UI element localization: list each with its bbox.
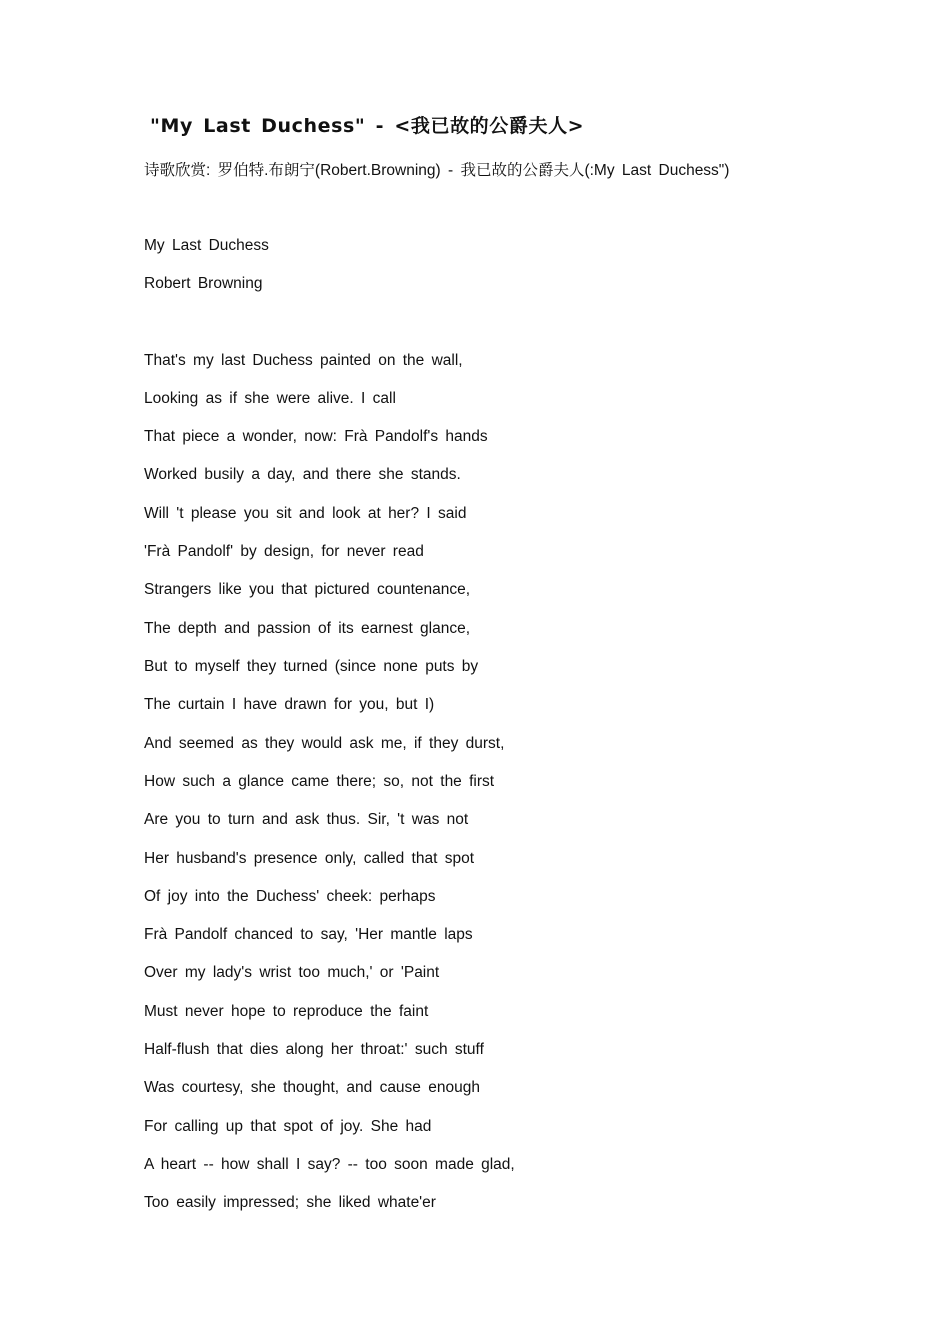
poem-line: A heart -- how shall I say? -- too soon made glad, <box>144 1156 515 1173</box>
poem-line: Over my lady's wrist too much,' or 'Paint <box>144 964 440 981</box>
poem-line: Looking as if she were alive. I call <box>144 390 396 407</box>
poem-author: Robert Browning <box>144 275 263 292</box>
poem-line: The depth and passion of its earnest glance, <box>144 620 471 637</box>
document-title: "My Last Duchess" - <我已故的公爵夫人> <box>150 115 585 137</box>
poem-line: And seemed as they would ask me, if they durst, <box>144 735 505 752</box>
poem-line: How such a glance came there; so, not the first <box>144 773 495 790</box>
poem-line: That piece a wonder, now: Frà Pandolf's hands <box>144 428 488 445</box>
poem-line: But to myself they turned (since none puts by <box>144 658 479 675</box>
poem-line: Half-flush that dies along her throat:' such stuff <box>144 1041 484 1058</box>
poem-line: Worked busily a day, and there she stands. <box>144 466 461 483</box>
poem-line: Will 't please you sit and look at her? I said <box>144 505 467 522</box>
poem-title: My Last Duchess <box>144 237 269 254</box>
poem-line: Her husband's presence only, called that spot <box>144 850 474 867</box>
poem-line: That's my last Duchess painted on the wall, <box>144 352 463 369</box>
document-subtitle: 诗歌欣赏: 罗伯特.布朗宁(Robert.Browning) - 我已故的公爵夫人(:My Last Duchess") <box>144 162 730 179</box>
poem-line: Strangers like you that pictured countenance, <box>144 581 471 598</box>
poem-line: The curtain I have drawn for you, but I) <box>144 696 435 713</box>
poem-line: Too easily impressed; she liked whate'er <box>144 1194 436 1211</box>
poem-line: Must never hope to reproduce the faint <box>144 1003 429 1020</box>
poem-line: Of joy into the Duchess' cheek: perhaps <box>144 888 436 905</box>
poem-line: For calling up that spot of joy. She had <box>144 1118 432 1135</box>
poem-line: Frà Pandolf chanced to say, 'Her mantle laps <box>144 926 473 943</box>
poem-line: Are you to turn and ask thus. Sir, 't was not <box>144 811 469 828</box>
poem-line: Was courtesy, she thought, and cause enough <box>144 1079 480 1096</box>
poem-line: 'Frà Pandolf' by design, for never read <box>144 543 424 560</box>
